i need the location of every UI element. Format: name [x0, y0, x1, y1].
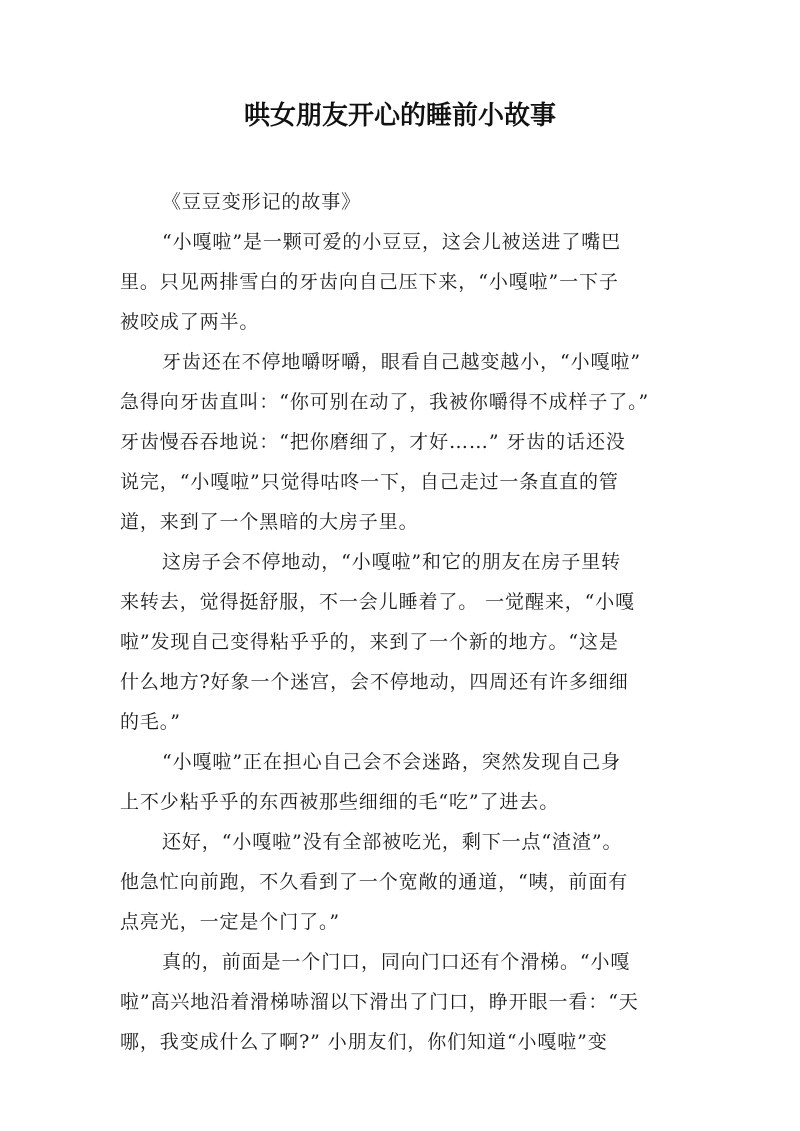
paragraph-line: 还好，“小嘎啦”没有全部被吃光，剩下一点“渣渣”。	[162, 831, 623, 853]
paragraph-line: 里。只见两排雪白的牙齿向自己压下来，“小嘎啦”一下子	[120, 271, 619, 293]
paragraph-line: 什么地方?好象一个迷宫，会不停地动，四周还有许多细细	[120, 671, 629, 693]
paragraph-line: 说完，“小嘎啦”只觉得咕咚一下，自己走过一条直直的管	[120, 471, 619, 493]
paragraph-line: 牙齿慢吞吞地说：“把你磨细了，才好……” 牙齿的话还没	[120, 431, 626, 453]
paragraph-line: 道，来到了一个黑暗的大房子里。	[120, 511, 419, 533]
document-title: 哄女朋友开心的睡前小故事	[243, 101, 556, 131]
paragraph-line: 他急忙向前跑，不久看到了一个宽敞的通道，“咦，前面有	[120, 871, 629, 893]
paragraph-line: 被咬成了两半。	[120, 311, 260, 333]
story-body	[120, 182, 682, 1062]
paragraph-line: “小嘎啦”正在担心自己会不会迷路，突然发现自己身	[162, 751, 622, 773]
story-subtitle-line: 《豆豆变形记的故事》	[162, 191, 362, 213]
paragraph-line: 上不少粘乎乎的东西被那些细细的毛“吃”了进去。	[120, 791, 560, 813]
paragraph-line: 真的，前面是一个门口，同向门口还有个滑梯。“小嘎	[162, 951, 631, 973]
paragraph-line: 牙齿还在不停地嚼呀嚼，眼看自己越变越小，“小嘎啦”	[162, 351, 641, 373]
paragraph-line: “小嘎啦”是一颗可爱的小豆豆，这会儿被送进了嘴巴	[162, 231, 622, 253]
paragraph-line: 急得向牙齿直叫：“你可别在动了，我被你嚼得不成样子了。”	[120, 391, 650, 413]
paragraph-line: 这房子会不停地动，“小嘎啦”和它的朋友在房子里转	[162, 551, 622, 573]
paragraph-line: 点亮光，一定是个门了。”	[120, 911, 341, 933]
paragraph-line: 来转去，觉得挺舒服，不一会儿睡着了。 一觉醒来，“小嘎	[120, 591, 636, 613]
paragraph-line: 啦”高兴地沿着滑梯哧溜以下滑出了门口，睁开眼一看：“天	[120, 991, 639, 1013]
paragraph-line: 啦”发现自己变得粘乎乎的，来到了一个新的地方。“这是	[120, 631, 619, 653]
paragraph-line: 的毛。”	[120, 711, 181, 733]
paragraph-line: 哪，我变成什么了啊?” 小朋友们，你们知道“小嘎啦”变	[120, 1031, 608, 1053]
